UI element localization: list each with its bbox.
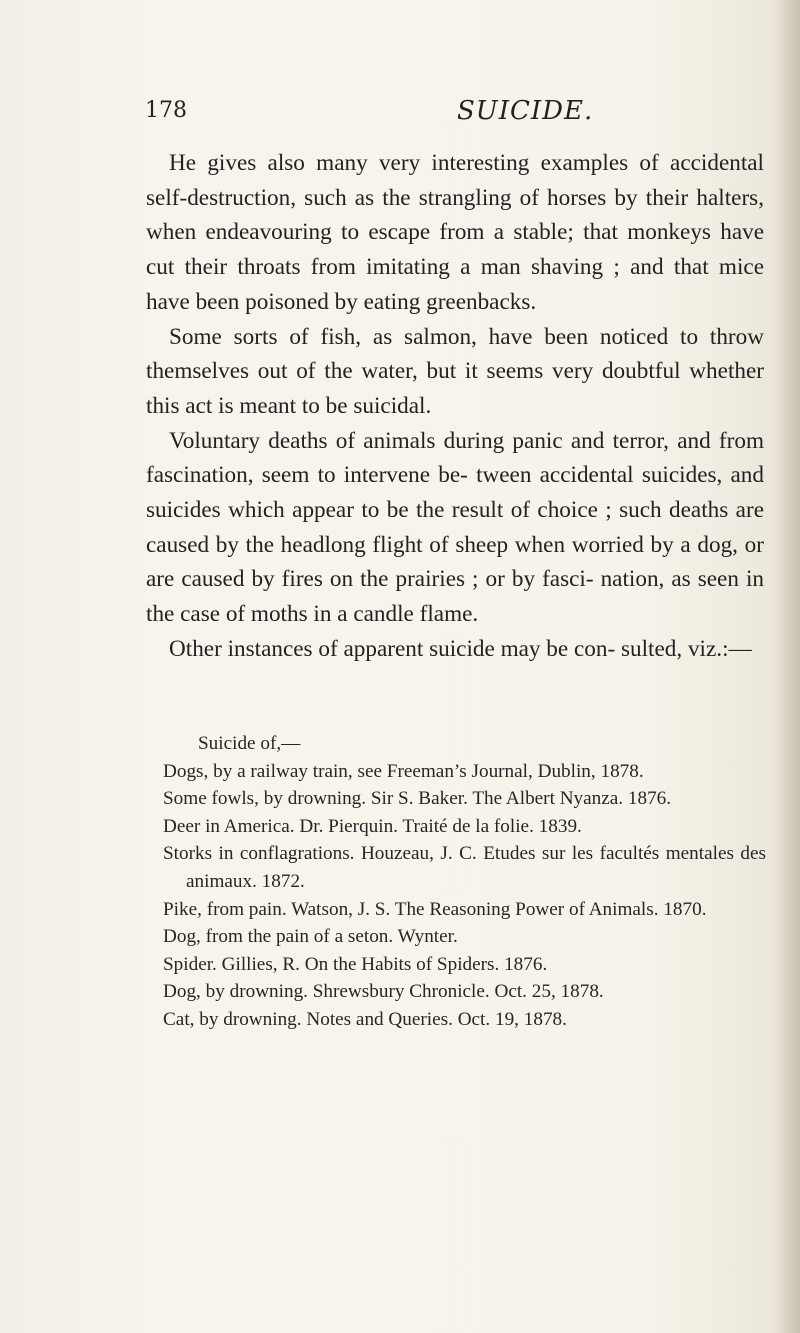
- page-number: 178: [145, 98, 187, 123]
- page-header: [145, 98, 765, 134]
- reference-item: Spider. Gillies, R. On the Habits of Spiders. 1876.: [163, 953, 548, 975]
- reference-heading: Suicide of,—: [198, 733, 301, 754]
- paragraph-accidental-self-destruction: He gives also many very interesting examples of accidental self-destruction, such as the strangling of horses by their halters, when endeavouring to escape from a stable; that monkeys have cut their throats from imitating a man shaving ; and that mice have been poisoned by eating greenbacks.: [146, 150, 764, 315]
- running-title: SUICIDE.: [457, 96, 594, 126]
- reference-item: Cat, by drowning. Notes and Queries. Oct. 19, 1878.: [163, 1008, 567, 1030]
- reference-item: Dog, from the pain of a seton. Wynter.: [163, 926, 458, 948]
- paragraph-fish: Some sorts of fish, as salmon, have been noticed to throw themselves out of the water, but it seems very doubtful whether this act is meant to be suicidal.: [146, 323, 764, 419]
- reference-item: Dog, by drowning. Shrewsbury Chronicle. Oct. 25, 1878.: [163, 981, 604, 1003]
- reference-item: Storks in conflagrations. Houzeau, J. C. Etudes sur les facultés mentales des animaux. 1872.: [163, 843, 766, 892]
- reference-item: Some fowls, by drowning. Sir S. Baker. The Albert Nyanza. 1876.: [163, 788, 672, 810]
- reference-item: Deer in America. Dr. Pierquin. Traité de la folie. 1839.: [163, 815, 582, 837]
- main-text: [146, 146, 764, 667]
- reference-item: Dogs, by a railway train, see Freeman’s Journal, Dublin, 1878.: [163, 760, 644, 782]
- page-edge-shadow: [778, 0, 800, 1333]
- reference-list: [146, 730, 766, 1034]
- reference-item: Pike, from pain. Watson, J. S. The Reasoning Power of Animals. 1870.: [163, 898, 707, 920]
- paragraph-voluntary-deaths: Voluntary deaths of animals during panic and terror, and from fascination, seem to intervene be- tween accidental suicides, and suicides which appear to be the result of choice ; such deaths are caused by the headlong flight of sheep when worried by a dog, or are caused by fires on the prairies ; or by fasci- nation, as seen in the case of moths in a candle flame.: [146, 427, 764, 628]
- paragraph-other-instances: Other instances of apparent suicide may be con- sulted, viz.:—: [169, 635, 752, 662]
